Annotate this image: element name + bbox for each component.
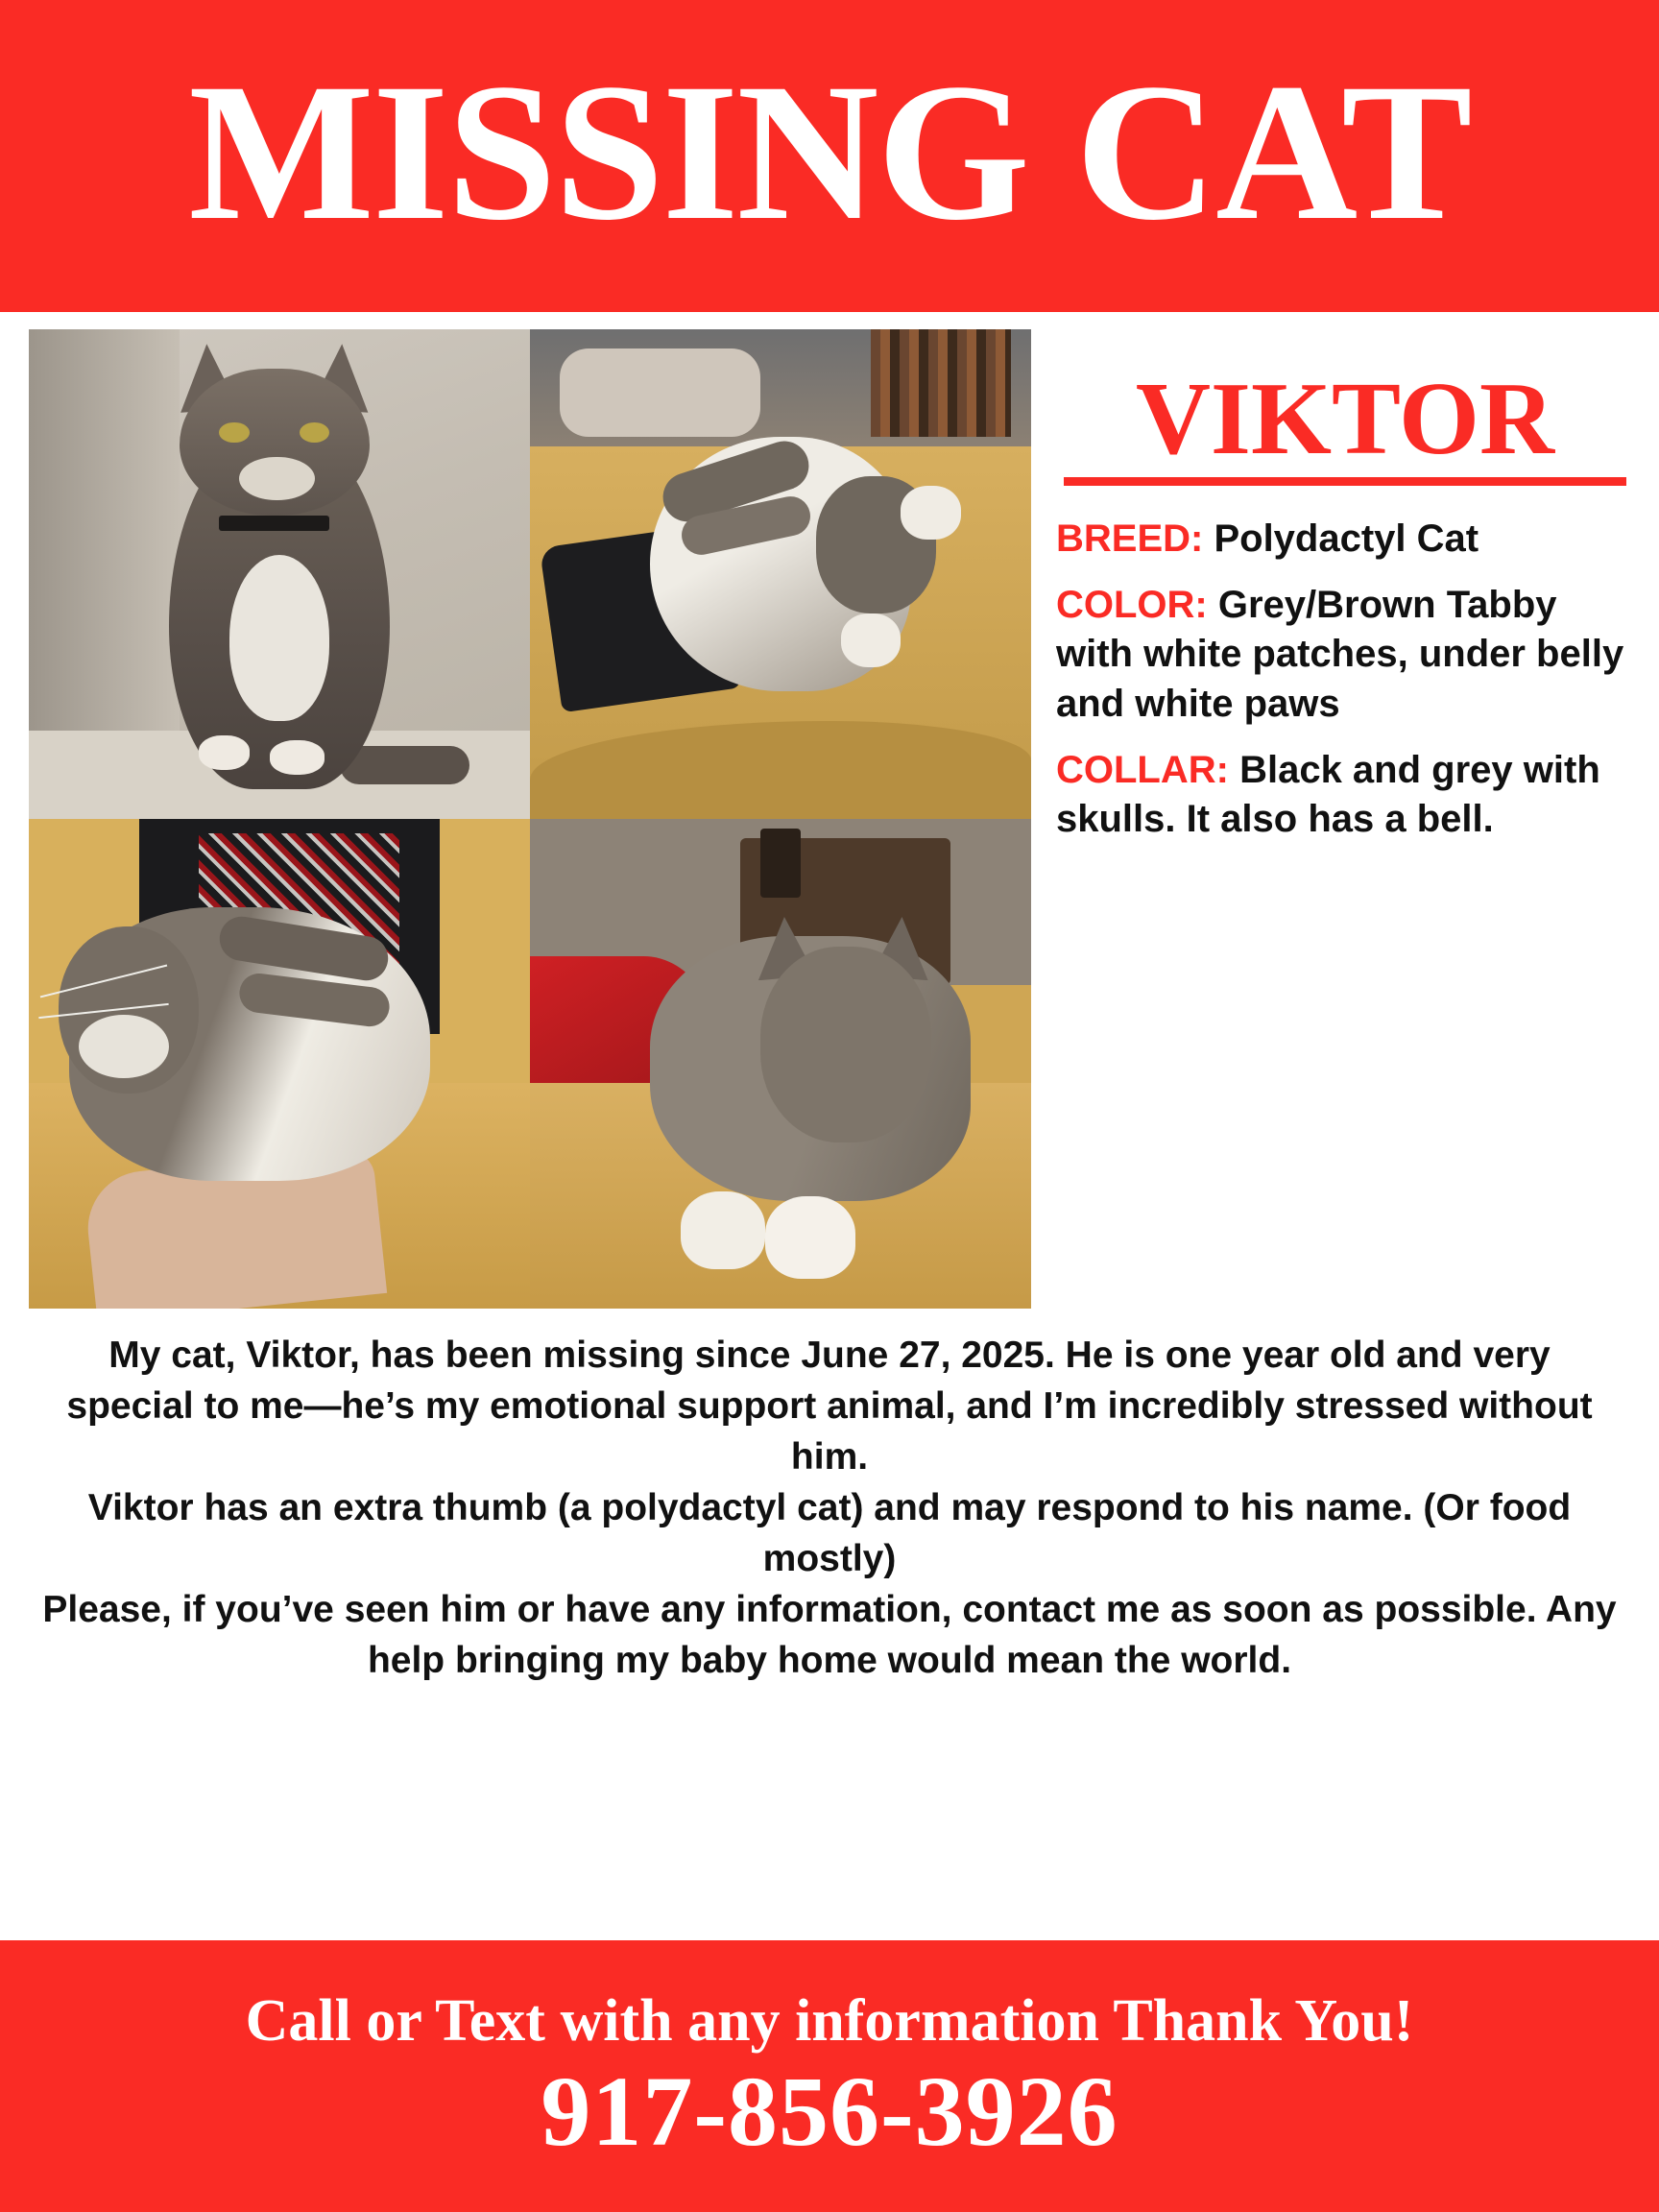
photo4-head (760, 947, 930, 1142)
cat-photo-3 (29, 819, 530, 1309)
cat-photo-4 (530, 819, 1031, 1309)
footer-call-to-action: Call or Text with any information Thank You! (245, 1987, 1414, 2054)
detail-collar-label: COLLAR: (1056, 748, 1229, 791)
photo1-chest (229, 555, 329, 721)
description-paragraph-2: Viktor has an extra thumb (a polydactyl cat) and may respond to his name. (Or food mostly) (87, 1487, 1572, 1580)
description-paragraph-1: My cat, Viktor, has been missing since June 27, 2025. He is one year old and very special to me—he’s my emotional support animal, and I’m incredibly stressed without him. (66, 1334, 1593, 1479)
photo2-plaid-fabric (871, 329, 1011, 437)
photo2-paw-a (901, 486, 961, 540)
footer-band (0, 1940, 1659, 2212)
detail-color-value: Grey/Brown Tabby with white patches, under belly and white paws (1056, 584, 1624, 725)
cat-photo-1 (29, 329, 530, 819)
cat-photo-2 (530, 329, 1031, 819)
photo4-paw-a (681, 1191, 766, 1270)
photos-and-details (0, 312, 1659, 1309)
page-title: MISSING CAT (188, 43, 1471, 261)
photo4-paw-b (765, 1196, 855, 1280)
photo1-paw-right (270, 740, 325, 775)
photo3-muzzle (79, 1015, 169, 1078)
pet-details (1031, 329, 1659, 1309)
description-text (0, 1309, 1659, 1940)
photo1-muzzle (239, 457, 314, 501)
photo-grid (29, 329, 1031, 1309)
photo4-lamp (760, 829, 801, 897)
detail-color-label: COLOR: (1056, 584, 1208, 627)
header-band (0, 0, 1659, 312)
detail-collar (1056, 746, 1634, 844)
detail-breed-label: BREED: (1056, 517, 1204, 560)
detail-breed (1056, 515, 1634, 564)
photo2-cloth (560, 349, 760, 437)
detail-collar-value: Black and grey with skulls. It also has a bell. (1056, 748, 1600, 840)
footer-phone-number[interactable]: 917-856-3926 (541, 2056, 1118, 2167)
photo1-eye-left (219, 422, 249, 443)
detail-breed-value: Polydactyl Cat (1203, 517, 1479, 560)
description-paragraph-3: Please, if you’ve seen him or have any information, contact me as soon as possible. Any help bringing my baby home would mean the world. (42, 1589, 1617, 1682)
pet-name: VIKTOR (1064, 368, 1626, 486)
photo1-collar (219, 516, 329, 531)
photo2-paw-b (841, 613, 902, 667)
photo1-paw-left (199, 735, 249, 770)
detail-color (1056, 581, 1634, 729)
